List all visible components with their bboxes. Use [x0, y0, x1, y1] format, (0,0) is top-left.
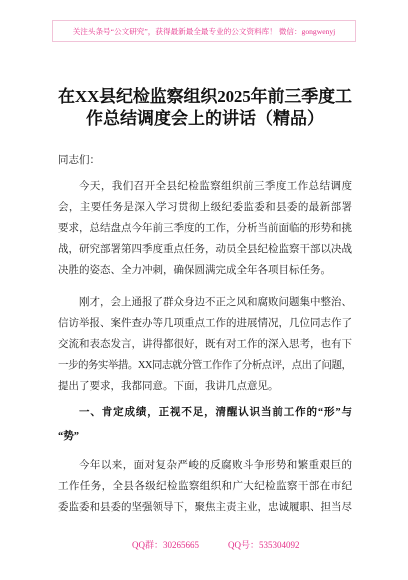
paragraph-line: 要求，总结盘点今年前三季度的工作，分析当前面临的形势和挑	[58, 223, 352, 234]
contact-footer	[0, 538, 408, 552]
promo-banner-text: 关注头条号“公文研究”，获得最新最全最专业的公文资料库！ 微信：gongwenyj	[72, 26, 336, 36]
promo-banner	[52, 20, 356, 42]
paragraph-line: 交流和表态发言，讲得都很好，既有对工作的深入思考，也有下	[58, 339, 352, 350]
paragraph-line: 提出了要求，我都同意。下面，我讲几点意见。	[58, 381, 279, 392]
body-paragraph	[58, 176, 352, 281]
paragraph-line: 工作任务，全县各级纪检监察组织和广大纪检监察干部在市纪	[58, 481, 353, 492]
paragraph-line: 信访举报、案件查办等几项重点工作的进展情况，几位同志作了	[58, 318, 352, 329]
paragraph-line: 刚才，会上通报了群众身边不正之风和腐败问题集中整治、	[79, 297, 352, 308]
paragraph-line: 委监委和县委的坚强领导下，聚焦主责主业，忠诚履职、担当尽	[58, 502, 352, 513]
salutation-text: 同志们：	[58, 155, 100, 166]
section-heading-line: 一、肯定成绩，正视不足，清醒认识当前工作的“形”与	[79, 407, 353, 418]
paragraph-line: 今年以来，面对复杂严峻的反腐败斗争形势和繁重艰巨的	[79, 460, 353, 471]
document-title	[58, 86, 352, 130]
section-heading-line: “势”	[58, 431, 79, 442]
paragraph-line: 会，主要任务是深入学习贯彻上级纪委监委和县委的最新部署	[58, 202, 353, 213]
body-paragraph	[58, 455, 352, 518]
qq-number: QQ号：535304092	[228, 540, 300, 550]
title-line: 在XX县纪检监察组织2025年前三季度工	[58, 87, 352, 106]
paragraph-line: 战，研究部署第四季度重点任务，动员全县纪检监察干部以决战	[58, 244, 352, 255]
paragraph-line: 今天，我们召开全县纪检监察组织前三季度工作总结调度	[79, 181, 353, 192]
body-paragraph	[58, 292, 352, 397]
paragraph-line: 一步的务实举措。XX同志就分管工作作了分析点评，点出了问题，	[58, 360, 352, 371]
qq-group: QQ群：30265665	[132, 540, 199, 550]
salutation	[58, 150, 352, 171]
paragraph-line: 决胜的姿态、全力冲刺，确保圆满完成全年各项目标任务。	[58, 265, 331, 276]
title-line: 作总结调度会上的讲话（精品）	[86, 109, 324, 128]
section-heading	[58, 401, 352, 449]
